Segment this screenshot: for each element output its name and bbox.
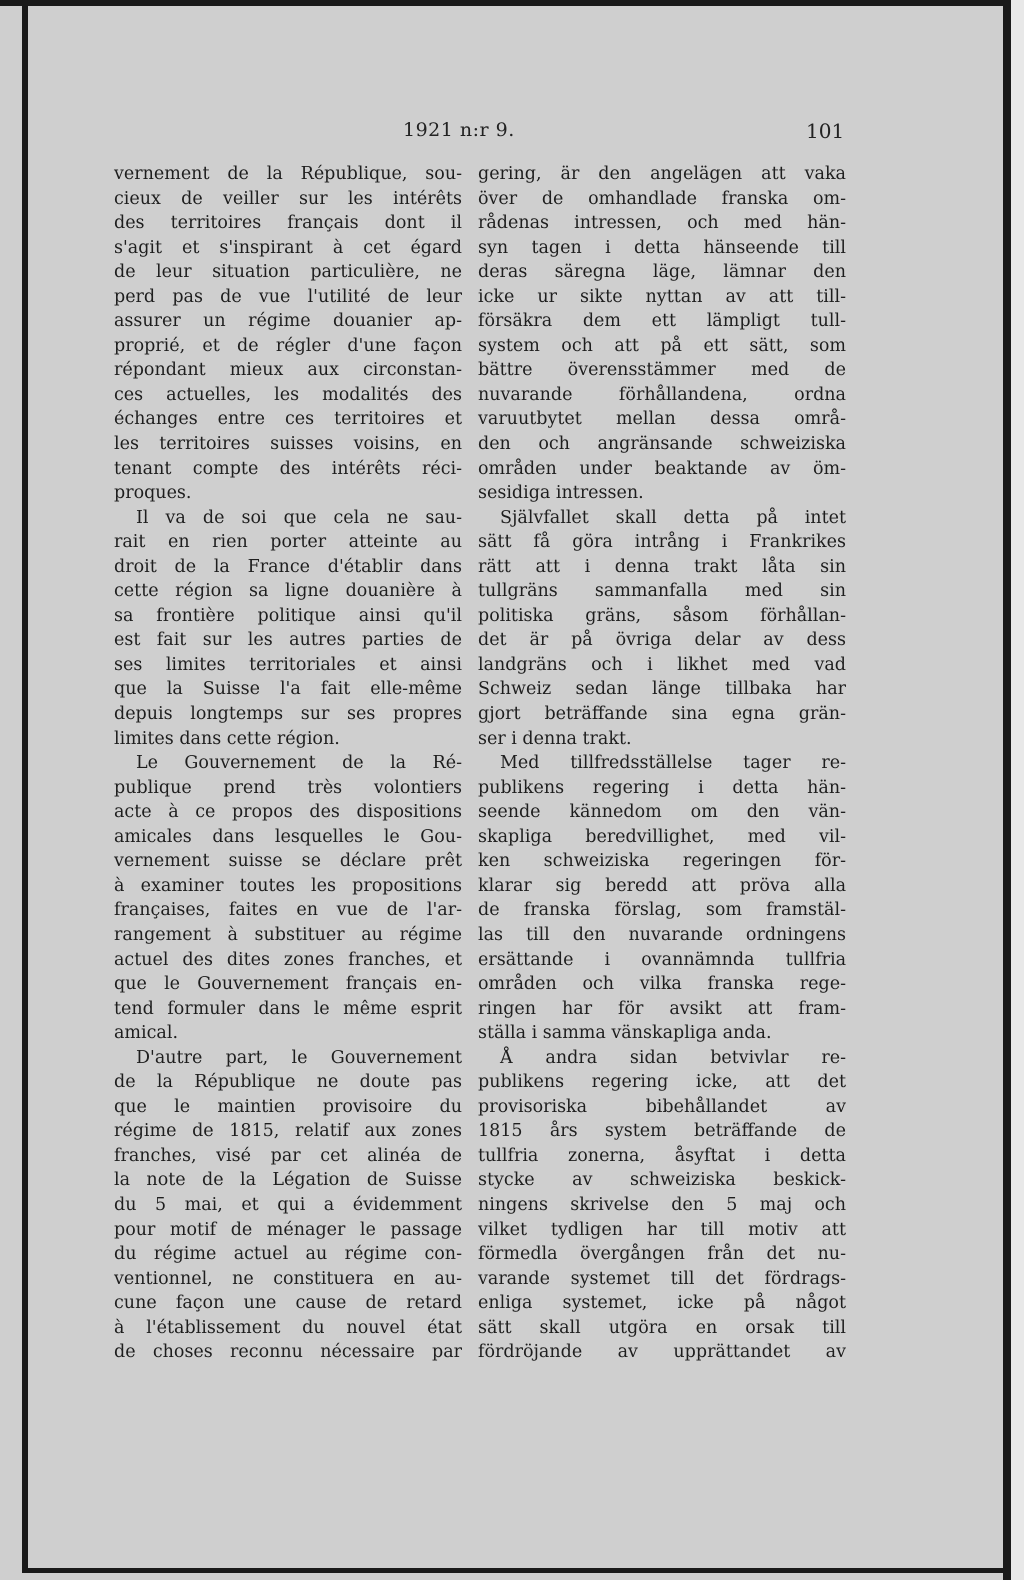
text-line: tullgräns sammanfalla med sin: [478, 581, 846, 602]
text-line: rait en rien porter atteinte au: [114, 532, 462, 553]
text-line: publikens regering i detta hän-: [478, 777, 846, 798]
text-line: Schweiz sedan länge tillbaka har: [478, 679, 846, 700]
text-line: cette région sa ligne douanière à: [114, 581, 462, 602]
scan-border-top: [0, 0, 1010, 6]
text-line: limites dans cette région.: [114, 728, 340, 749]
text-line: les territoires suisses voisins, en: [114, 434, 462, 455]
text-line: områden och vilka franska rege-: [478, 974, 846, 995]
text-line: ställa i samma vänskapliga anda.: [478, 1023, 772, 1044]
text-line: proques.: [114, 483, 192, 504]
text-line: ken schweiziska regeringen för-: [478, 851, 846, 872]
scan-border-bottom: [28, 1568, 1004, 1573]
scan-margin-right: [1011, 0, 1024, 1580]
text-line: vernement de la République, sou-: [114, 164, 462, 184]
text-line: est fait sur les autres parties de: [114, 630, 462, 651]
french-text-column: [114, 162, 462, 1365]
text-line: skapliga beredvillighet, med vil-: [478, 826, 846, 847]
text-line: Il va de soi que cela ne sau-: [136, 507, 462, 528]
text-line: syn tagen i detta hänseende till: [478, 237, 846, 258]
text-line: que le Gouvernement français en-: [114, 974, 462, 995]
text-line: que la Suisse l'a fait elle-même: [114, 679, 462, 700]
text-line: nuvarande förhållandena, ordna: [478, 384, 846, 405]
text-line: Le Gouvernement de la Ré-: [136, 753, 462, 774]
text-line: förmedla övergången från det nu-: [478, 1244, 846, 1265]
text-line: publique prend très volontiers: [114, 777, 462, 798]
text-line: échanges entre ces territoires et: [114, 409, 462, 430]
text-line: rangement à substituer au régime: [114, 924, 462, 945]
text-line: rätt att i denna trakt låta sin: [478, 556, 846, 577]
text-line: Självfallet skall detta på intet: [500, 507, 846, 528]
text-line: vernement suisse se déclare prêt: [114, 851, 462, 872]
text-line: Med tillfredsställelse tager re-: [500, 753, 846, 774]
text-line: sesidiga intressen.: [478, 483, 644, 504]
text-line: deras säregna läge, lämnar den: [478, 262, 846, 283]
text-line: acte à ce propos des dispositions: [114, 802, 462, 823]
text-line: sätt få göra intrång i Frankrikes: [478, 532, 846, 553]
text-line: à examiner toutes les propositions: [114, 875, 462, 896]
text-line: amicales dans lesquelles le Gou-: [114, 826, 462, 847]
text-line: över de omhandlade franska om-: [478, 188, 846, 209]
text-line: pour motif de ménager le passage: [114, 1219, 462, 1240]
text-line: las till den nuvarande ordningens: [478, 924, 846, 945]
text-line: tend formuler dans le même esprit: [114, 998, 462, 1019]
text-line: gjort beträffande sina egna grän-: [478, 704, 846, 725]
text-line: des territoires français dont il: [114, 213, 462, 234]
text-line: perd pas de vue l'utilité de leur: [114, 286, 462, 307]
scan-border-right: [1003, 0, 1011, 1580]
text-line: enliga systemet, icke på något: [478, 1293, 846, 1314]
text-line: de leur situation particulière, ne: [114, 262, 462, 283]
text-line: gering, är den angelägen att vaka: [478, 164, 846, 184]
text-line: proprié, et de régler d'une façon: [114, 335, 462, 356]
text-line: actuel des dites zones franches, et: [114, 949, 462, 970]
text-line: bättre överensstämmer med de: [478, 360, 846, 381]
text-line: cieux de veiller sur les intérêts: [114, 188, 462, 209]
text-line: à l'établissement du nouvel état: [114, 1317, 462, 1338]
text-line: tullfria zonerna, åsyftat i detta: [478, 1145, 846, 1166]
swedish-text-column: [478, 162, 846, 1365]
text-line: icke ur sikte nyttan av att till-: [478, 286, 846, 307]
text-line: Å andra sidan betvivlar re-: [500, 1047, 846, 1068]
text-line: sätt skall utgöra en orsak till: [478, 1317, 846, 1338]
text-line: klarar sig beredd att pröva alla: [478, 875, 846, 896]
text-line: publikens regering icke, att det: [478, 1072, 846, 1093]
text-line: ces actuelles, les modalités des: [114, 384, 462, 405]
text-line: franches, visé par cet alinéa de: [114, 1145, 462, 1166]
text-line: områden under beaktande av öm-: [478, 458, 846, 479]
text-line: tenant compte des intérêts réci-: [114, 458, 462, 479]
text-line: landgräns och i likhet med vad: [478, 654, 846, 675]
text-line: ses limites territoriales et ainsi: [114, 654, 462, 675]
scan-border-left: [22, 0, 28, 1573]
text-line: seende kännedom om den vän-: [478, 802, 846, 823]
text-line: vilket tydligen har till motiv att: [478, 1219, 846, 1240]
text-line: que le maintien provisoire du: [114, 1096, 462, 1117]
text-line: politiska gräns, såsom förhållan-: [478, 605, 846, 626]
page-number: 101: [806, 119, 845, 143]
text-line: ersättande i ovannämnda tullfria: [478, 949, 846, 970]
text-line: de choses reconnu nécessaire par: [114, 1342, 462, 1363]
text-line: ringen har för avsikt att fram-: [478, 998, 846, 1019]
text-line: assurer un régime douanier ap-: [114, 311, 462, 332]
text-line: la note de la Légation de Suisse: [114, 1170, 462, 1191]
text-line: varande systemet till det fördrags-: [478, 1268, 846, 1289]
text-line: fördröjande av upprättandet av: [478, 1342, 846, 1363]
running-header: [0, 115, 1024, 145]
text-line: ningens skrivelse den 5 maj och: [478, 1194, 846, 1215]
text-line: de la République ne doute pas: [114, 1072, 462, 1093]
text-line: provisoriska bibehållandet av: [478, 1096, 846, 1117]
text-line: D'autre part, le Gouvernement: [136, 1047, 462, 1068]
text-line: den och angränsande schweiziska: [478, 434, 846, 455]
text-line: amical.: [114, 1023, 179, 1044]
text-line: françaises, faites en vue de l'ar-: [114, 900, 462, 921]
issue-number: 1921 n:r 9.: [403, 119, 515, 141]
text-line: det är på övriga delar av dess: [478, 630, 846, 651]
text-line: 1815 års system beträffande de: [478, 1121, 846, 1142]
text-line: sa frontière politique ainsi qu'il: [114, 605, 462, 626]
text-line: ventionnel, ne constituera en au-: [114, 1268, 462, 1289]
text-line: system och att på ett sätt, som: [478, 335, 846, 356]
text-line: ser i denna trakt.: [478, 728, 632, 749]
text-line: s'agit et s'inspirant à cet égard: [114, 237, 462, 258]
text-line: répondant mieux aux circonstan-: [114, 360, 462, 381]
text-line: stycke av schweiziska beskick-: [478, 1170, 846, 1191]
text-line: de franska förslag, som framstäl-: [478, 900, 846, 921]
text-line: du régime actuel au régime con-: [114, 1244, 462, 1265]
text-line: försäkra dem ett lämpligt tull-: [478, 311, 846, 332]
text-line: varuutbytet mellan dessa områ-: [478, 409, 846, 430]
text-line: du 5 mai, et qui a évidemment: [114, 1194, 462, 1215]
text-line: cune façon une cause de retard: [114, 1293, 462, 1314]
text-line: régime de 1815, relatif aux zones: [114, 1121, 462, 1142]
text-line: depuis longtemps sur ses propres: [114, 704, 462, 725]
text-line: rådenas intressen, och med hän-: [478, 213, 846, 234]
text-line: droit de la France d'établir dans: [114, 556, 462, 577]
